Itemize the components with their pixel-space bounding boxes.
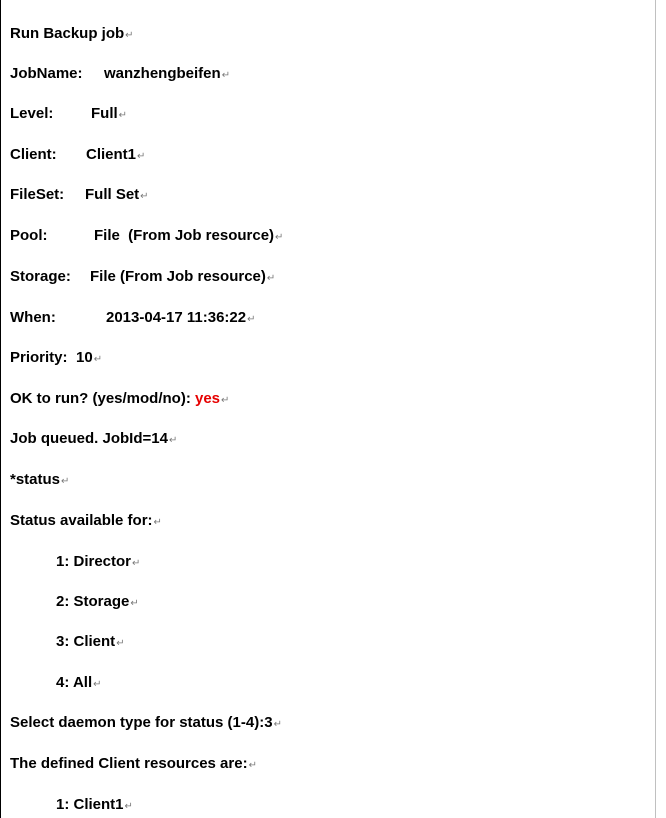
paragraph-mark-icon: ↵ xyxy=(273,719,282,730)
paragraph-mark-icon: ↵ xyxy=(248,760,257,771)
when-value: 2013-04-17 11:36:22 xyxy=(106,309,247,326)
paragraph-mark-icon: ↵ xyxy=(275,232,284,243)
paragraph-mark-icon: ↵ xyxy=(168,435,178,446)
paragraph-mark-icon: ↵ xyxy=(130,598,139,609)
paragraph-mark-icon: ↵ xyxy=(118,110,128,121)
paragraph-mark-icon: ↵ xyxy=(125,30,134,41)
ok-to-run-line xyxy=(10,389,229,409)
text: Run Backup job xyxy=(10,25,125,42)
paragraph-mark-icon: ↵ xyxy=(153,517,162,528)
priority-value-wrap xyxy=(76,348,102,370)
paragraph-mark-icon: ↵ xyxy=(140,191,149,202)
paragraph-mark-icon: ↵ xyxy=(247,314,256,325)
paragraph-mark-icon: ↵ xyxy=(266,273,276,284)
jobname-label: JobName: xyxy=(10,65,83,82)
pool-label: Pool: xyxy=(10,227,48,244)
when-value-wrap xyxy=(106,308,256,330)
jobname-value: wanzhengbeifen xyxy=(104,65,221,82)
right-page-edge xyxy=(655,0,656,818)
option-storage-text: 2: Storage xyxy=(56,593,130,610)
ok-to-run-answer: yes xyxy=(195,390,221,407)
status-available-text: Status available for: xyxy=(10,512,153,529)
paragraph-mark-icon: ↵ xyxy=(93,679,102,690)
pool-line xyxy=(10,226,340,246)
client-line xyxy=(10,145,310,165)
defined-clients-text: The defined Client resources are: xyxy=(10,755,248,772)
storage-line xyxy=(10,267,340,287)
paragraph-mark-icon: ↵ xyxy=(221,395,230,406)
pool-value: File (From Job resource) xyxy=(94,227,275,244)
paragraph-mark-icon: ↵ xyxy=(124,801,133,812)
paragraph-mark-icon: ↵ xyxy=(61,476,70,487)
job-queued-text: Job queued. JobId=14 xyxy=(10,430,168,447)
paragraph-mark-icon: ↵ xyxy=(132,558,141,569)
select-daemon-line xyxy=(10,713,282,733)
run-backup-job-line xyxy=(10,24,134,44)
paragraph-mark-icon: ↵ xyxy=(221,70,231,81)
ok-to-run-prompt: OK to run? (yes/mod/no): xyxy=(10,390,191,407)
client-option-line xyxy=(56,795,133,815)
option-storage-line xyxy=(56,592,139,612)
level-value: Full xyxy=(91,105,118,122)
when-label: When: xyxy=(10,309,56,326)
client-label: Client: xyxy=(10,146,57,163)
option-all-line xyxy=(56,673,102,693)
paragraph-mark-icon: ↵ xyxy=(93,354,103,365)
jobname-value-wrap xyxy=(104,64,230,86)
option-director-text: 1: Director xyxy=(56,553,132,570)
level-value-wrap xyxy=(91,104,127,126)
fileset-value: Full Set xyxy=(85,186,140,203)
priority-label: Priority: xyxy=(10,349,68,366)
job-queued-line xyxy=(10,429,177,449)
defined-clients-line xyxy=(10,754,257,774)
priority-line xyxy=(10,348,310,368)
when-line xyxy=(10,308,340,328)
option-client-line xyxy=(56,632,125,652)
jobname-line xyxy=(10,64,310,84)
storage-value: File (From Job resource) xyxy=(90,268,266,285)
storage-label: Storage: xyxy=(10,268,71,285)
select-daemon-text: Select daemon type for status (1-4):3 xyxy=(10,714,273,731)
fileset-label: FileSet: xyxy=(10,186,65,203)
left-page-edge xyxy=(0,0,1,818)
client-value: Client1 xyxy=(86,146,137,163)
status-command-text: *status xyxy=(10,471,61,488)
priority-value: 10 xyxy=(76,349,93,366)
status-command-line xyxy=(10,470,69,490)
pool-value-wrap xyxy=(94,226,283,248)
level-line xyxy=(10,104,310,124)
status-available-line xyxy=(10,511,162,531)
fileset-line xyxy=(10,185,310,205)
paragraph-mark-icon: ↵ xyxy=(137,151,146,162)
paragraph-mark-icon: ↵ xyxy=(116,638,125,649)
option-director-line xyxy=(56,552,140,572)
client-value-wrap xyxy=(86,145,145,167)
level-label: Level: xyxy=(10,105,54,122)
client-option-text: 1: Client1 xyxy=(56,796,124,813)
option-all-text: 4: All xyxy=(56,674,93,691)
option-client-text: 3: Client xyxy=(56,633,116,650)
storage-value-wrap xyxy=(90,267,275,289)
fileset-value-wrap xyxy=(85,185,149,207)
